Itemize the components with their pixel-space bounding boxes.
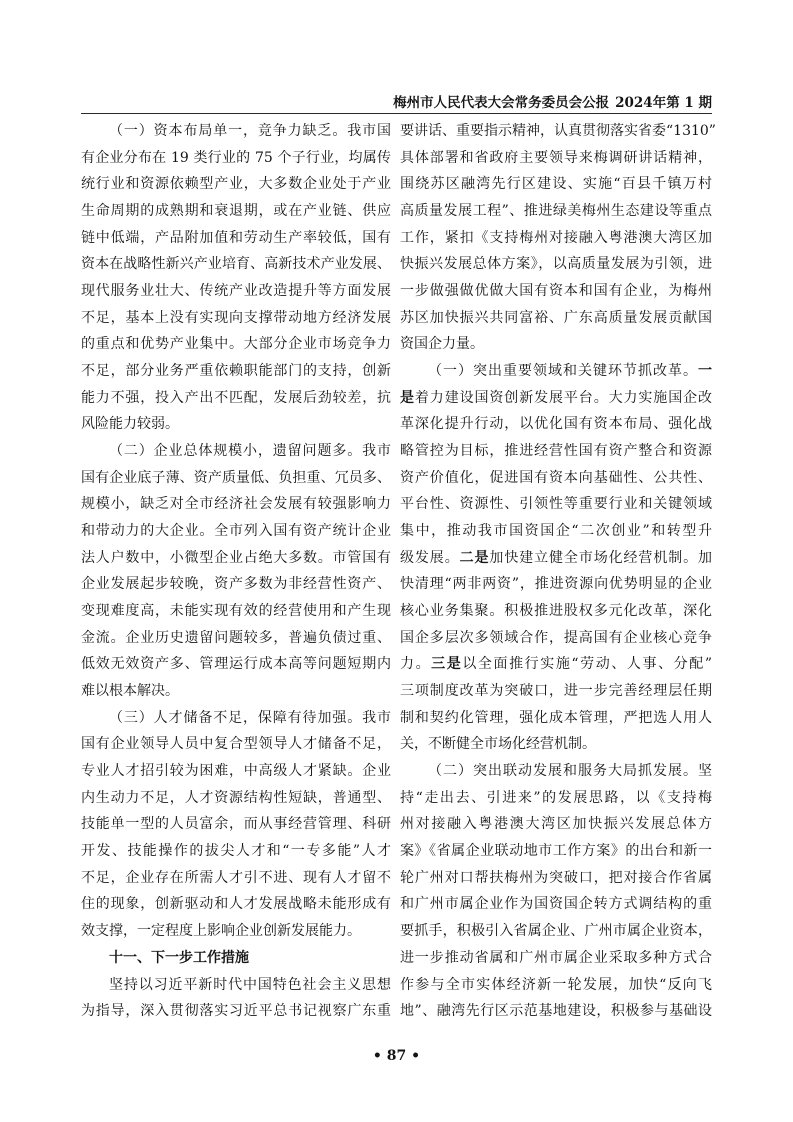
text-run: 关，不断健全市场化经营机制。 bbox=[400, 736, 596, 753]
text-line bbox=[400, 972, 712, 999]
text-run: 坚持以习近平新时代中国特色社会主义思想 bbox=[109, 976, 391, 993]
text-line bbox=[400, 145, 712, 172]
text-line bbox=[400, 465, 712, 492]
text-run: 持“走出去、引进来”的发展思路，以《支持梅 bbox=[400, 789, 712, 806]
text-line bbox=[400, 838, 712, 865]
section-heading bbox=[81, 945, 391, 972]
text-run: 不足，基本上没有实现向支撑带动地方经济发展 bbox=[81, 309, 391, 326]
text-run: 我市 bbox=[362, 709, 392, 726]
text-line bbox=[81, 251, 391, 278]
text-run: 和广州市属企业作为国资国企转方式调结构的重 bbox=[400, 896, 712, 913]
text-line bbox=[81, 838, 391, 865]
text-line bbox=[400, 918, 712, 945]
text-line bbox=[400, 118, 716, 145]
text-line bbox=[400, 785, 712, 812]
text-line bbox=[81, 598, 391, 625]
subheading-text: （一）突出重要领域和关键环节抓改革。 bbox=[428, 363, 698, 380]
publication-title: 梅州市人民代表大会常务委员会公报 bbox=[393, 95, 610, 111]
text-run: 具体部署和省政府主要领导来梅调研讲话精神， bbox=[400, 149, 712, 166]
text-line bbox=[81, 678, 391, 705]
text-run: 能力不强，投入产出不匹配，发展后劲较差，抗 bbox=[81, 389, 391, 406]
text-run: 案》《省属企业联动地市工作方案》的出台和新一 bbox=[400, 843, 712, 860]
text-line bbox=[400, 625, 712, 652]
header-rule bbox=[81, 113, 712, 114]
text-run: 着力建设国资创新发展平台。大力实施国企改 bbox=[414, 389, 713, 406]
text-line bbox=[400, 225, 712, 252]
text-run: 低效无效资产多、管理运行成本高等问题短期内 bbox=[81, 656, 391, 673]
text-line bbox=[81, 758, 391, 785]
text-line bbox=[400, 731, 712, 758]
text-run: 国有企业领导人员中复合型领导人才储备不足， bbox=[81, 736, 391, 753]
text-line bbox=[400, 891, 712, 918]
issue-number: 2024年第 1 期 bbox=[615, 95, 712, 111]
text-line bbox=[81, 225, 391, 252]
text-run: 进一步推动省属和广州市属企业采取多种方式合 bbox=[400, 949, 712, 966]
subheading-text: （二）突出联动发展和服务大局抓发展。 bbox=[428, 763, 698, 780]
bold-text: 三是 bbox=[431, 656, 463, 673]
text-run: 专业人才招引较为困难，中高级人才紧缺。企业 bbox=[81, 763, 391, 780]
text-line bbox=[81, 491, 391, 518]
bold-text: 一 bbox=[698, 363, 712, 380]
text-line bbox=[81, 705, 391, 732]
text-line bbox=[81, 785, 391, 812]
paragraph bbox=[400, 358, 712, 758]
text-run: 国企多层次多领域合作，提高国有企业核心竞争 bbox=[400, 629, 712, 646]
text-run: 内生动力不足，人才资源结构性短缺，普通型、 bbox=[81, 789, 391, 806]
bold-text: 二是 bbox=[459, 549, 490, 566]
text-line bbox=[81, 811, 391, 838]
text-run: 作参与全市实体经济新一轮发展，加快“反向飞 bbox=[400, 976, 712, 993]
text-line bbox=[400, 945, 712, 972]
bold-text: 十一、下一步工作措施 bbox=[109, 949, 249, 966]
text-line bbox=[400, 998, 712, 1025]
text-line bbox=[81, 358, 391, 385]
text-run: 规模小，缺乏对全市经济社会发展有较强影响力 bbox=[81, 496, 391, 513]
text-line bbox=[400, 251, 712, 278]
text-line bbox=[400, 678, 712, 705]
text-run: 集中，推动我市国资国企“二次创业”和转型升 bbox=[400, 523, 712, 540]
text-run: 级发展。 bbox=[400, 549, 460, 566]
text-run: 要讲话、重要指示精神，认真贯彻落实省委“1310” bbox=[400, 123, 716, 139]
text-run: 资产价值化，促进国有资本向基础性、公共性、 bbox=[400, 469, 712, 486]
text-line bbox=[81, 118, 391, 145]
text-run: 的重点和优势产业集中。大部分企业市场竞争力 bbox=[81, 336, 391, 353]
text-line bbox=[81, 918, 391, 945]
text-run: 技能单一型的人员富余，而从事经营管理、科研 bbox=[81, 816, 391, 833]
text-line bbox=[400, 571, 712, 598]
text-run: 一步做强做优做大国有资本和国有企业，为梅州 bbox=[400, 283, 712, 300]
text-run: 现代服务业壮大、传统产业改造提升等方面发展 bbox=[81, 283, 391, 300]
text-line bbox=[400, 278, 712, 305]
text-line bbox=[81, 171, 391, 198]
text-line bbox=[81, 278, 391, 305]
text-line bbox=[81, 731, 391, 758]
paragraph bbox=[81, 118, 391, 438]
text-line bbox=[81, 145, 391, 172]
text-run: 企业发展起步较晚，资产多数为非经营性资产、 bbox=[81, 576, 391, 593]
text-run: 轮广州对口帮扶梅州为突破口，把对接合作省属 bbox=[400, 869, 712, 886]
subheading-text: （一）资本布局单一，竞争力缺乏。 bbox=[109, 123, 348, 139]
text-run: 制和契约化管理，强化成本管理，严把选人用人 bbox=[400, 709, 712, 726]
text-line bbox=[400, 598, 712, 625]
text-run: 不足，企业存在所需人才引不进、现有人才留不 bbox=[81, 869, 391, 886]
text-line bbox=[81, 998, 391, 1025]
page-number: • 87 • bbox=[372, 1048, 421, 1064]
text-line bbox=[400, 811, 712, 838]
text-run: 地”、融湾先行区示范基地建设，积极参与基础设 bbox=[400, 1003, 712, 1020]
text-line bbox=[400, 411, 712, 438]
text-line bbox=[81, 651, 391, 678]
text-run: 工作，紧扣《支持梅州对接融入粤港澳大湾区加 bbox=[400, 229, 712, 246]
text-line bbox=[81, 465, 391, 492]
text-run: 平台性、资源性、引领性等重要行业和关键领域 bbox=[400, 496, 712, 513]
text-line bbox=[400, 545, 712, 572]
column-right bbox=[400, 118, 716, 1025]
text-line bbox=[81, 891, 391, 918]
text-line bbox=[81, 571, 391, 598]
text-run: 坚 bbox=[698, 763, 712, 780]
text-run: 我市国 bbox=[347, 123, 392, 139]
text-run: 为指导，深入贯彻落实习近平总书记视察广东重 bbox=[81, 1003, 391, 1020]
paragraph bbox=[81, 705, 391, 945]
text-run: 以全面推行实施“劳动、人事、分配” bbox=[462, 656, 712, 673]
text-line bbox=[400, 198, 712, 225]
column-left bbox=[81, 118, 391, 1025]
text-line bbox=[400, 705, 712, 732]
text-run: 住的现象，创新驱动和人才发展战略未能形成有 bbox=[81, 896, 391, 913]
bold-text: 是 bbox=[400, 389, 415, 406]
text-line bbox=[81, 518, 391, 545]
text-run: 资本在战略性新兴产业培育、高新技术产业发展、 bbox=[81, 256, 391, 273]
text-run: 资国企力量。 bbox=[400, 336, 484, 353]
text-run: 革深化提升行动，以优化国有资本布局、强化战 bbox=[400, 416, 712, 433]
text-run: 高质量发展工程”、推进绿美梅州生态建设等重点 bbox=[400, 203, 712, 220]
text-run: 要抓手，积极引入省属企业、广州市属企业资本， bbox=[400, 923, 712, 940]
text-run: 金流。企业历史遗留问题较多，普遍负债过重、 bbox=[81, 629, 391, 646]
text-line bbox=[400, 651, 712, 678]
text-run: 苏区加快振兴共同富裕、广东高质量发展贡献国 bbox=[400, 309, 712, 326]
text-line bbox=[400, 358, 712, 385]
text-line bbox=[81, 385, 391, 412]
text-line bbox=[81, 438, 391, 465]
text-line bbox=[400, 518, 712, 545]
running-header bbox=[393, 94, 712, 112]
paragraph bbox=[81, 438, 391, 705]
text-line bbox=[81, 625, 391, 652]
text-run: 围绕苏区融湾先行区建设、实施“百县千镇万村 bbox=[400, 176, 712, 193]
text-line bbox=[81, 331, 391, 358]
text-line bbox=[400, 305, 712, 332]
text-run: 有企业分布在 19 类行业的 75 个子行业，均属传 bbox=[81, 149, 391, 166]
text-run: 核心业务集聚。积极推进股权多元化改革，深化 bbox=[400, 603, 712, 620]
text-run: 略管控为目标，推进经营性国有资产整合和资源 bbox=[400, 443, 712, 460]
subheading-text: （三）人才储备不足，保障有待加强。 bbox=[109, 709, 363, 726]
text-line bbox=[81, 305, 391, 332]
text-line bbox=[400, 491, 712, 518]
text-run: 法人户数中，小微型企业占绝大多数。市管国有 bbox=[81, 549, 391, 566]
text-run: 州对接融入粤港澳大湾区加快振兴发展总体方 bbox=[400, 816, 712, 833]
paragraph bbox=[400, 118, 716, 358]
text-run: 三项制度改革为突破口，进一步完善经理层任期 bbox=[400, 683, 712, 700]
text-run: 快清理“两非两资”，推进资源向优势明显的企业 bbox=[400, 576, 712, 593]
paragraph bbox=[400, 758, 712, 1025]
text-run: 不足，部分业务严重依赖职能部门的支持，创新 bbox=[81, 363, 391, 380]
text-run: 效支撑，一定程度上影响企业创新发展能力。 bbox=[81, 923, 361, 940]
text-line bbox=[400, 385, 712, 412]
text-run: 链中低端，产品附加值和劳动生产率较低，国有 bbox=[81, 229, 391, 246]
subheading-text: （二）企业总体规模小，遗留问题多。 bbox=[109, 443, 363, 460]
text-run: 力。 bbox=[400, 656, 432, 673]
text-line bbox=[81, 545, 391, 572]
text-run: 和带动力的大企业。全市列入国有资产统计企业 bbox=[81, 523, 391, 540]
text-run: 国有企业底子薄、资产质量低、负担重、冗员多、 bbox=[81, 469, 391, 486]
text-line bbox=[81, 198, 391, 225]
text-run: 我市 bbox=[362, 443, 392, 460]
text-run: 快振兴发展总体方案》，以高质量发展为引领，进 bbox=[400, 256, 712, 273]
text-run: 开发、技能操作的拔尖人才和“一专多能”人才 bbox=[81, 843, 391, 860]
text-line bbox=[400, 171, 712, 198]
text-line bbox=[400, 438, 712, 465]
text-run: 加快建立健全市场化经营机制。加 bbox=[489, 549, 713, 566]
text-run: 难以根本解决。 bbox=[81, 683, 179, 700]
text-line bbox=[400, 331, 712, 358]
text-line bbox=[81, 411, 391, 438]
text-run: 生命周期的成熟期和衰退期，或在产业链、供应 bbox=[81, 203, 391, 220]
text-run: 变现难度高，未能实现有效的经营使用和产生现 bbox=[81, 603, 391, 620]
text-line bbox=[81, 865, 391, 892]
text-run: 统行业和资源依赖型产业，大多数企业处于产业 bbox=[81, 176, 391, 193]
text-line bbox=[400, 758, 712, 785]
paragraph bbox=[81, 972, 391, 1025]
text-line bbox=[400, 865, 712, 892]
text-line bbox=[81, 945, 391, 972]
text-line bbox=[81, 972, 391, 999]
text-run: 风险能力较弱。 bbox=[81, 416, 179, 433]
